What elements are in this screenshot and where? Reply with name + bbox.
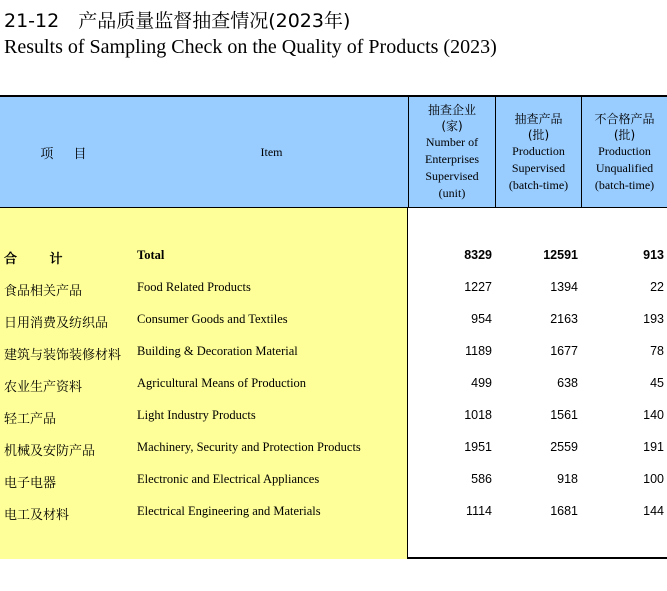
cell-enterprises: 1018 (464, 408, 492, 422)
cell-enterprises: 1951 (464, 440, 492, 454)
header-supervised-zh2: (批) (527, 127, 550, 142)
row-label-zh: 电工及材料 (4, 508, 70, 523)
cell-unqualified: 193 (643, 312, 664, 326)
header-unqualified-en2: Unqualified (595, 160, 654, 175)
header-unqualified (581, 97, 667, 207)
row-label-zh: 机械及安防产品 (4, 444, 96, 459)
row-label-en: Building & Decoration Material (137, 344, 298, 358)
cell-enterprises: 1189 (465, 344, 492, 358)
cell-supervised: 1394 (550, 280, 578, 294)
cell-enterprises: 8329 (464, 248, 492, 262)
header-supervised-zh1: 抽查产品 (514, 111, 563, 126)
row-label-en: Machinery, Security and Protection Products (137, 440, 361, 454)
cell-supervised: 638 (557, 376, 578, 390)
header-enterprises-en3: Supervised (425, 169, 479, 183)
page-title-zh: 21-12 产品质量监督抽查情况(2023年) (4, 10, 351, 32)
cell-unqualified: 140 (643, 408, 664, 422)
row-label-zh: 食品相关产品 (4, 284, 83, 299)
header-enterprises-en2: Enterprises (425, 152, 479, 166)
header-supervised-en3: (batch-time) (508, 177, 569, 192)
header-enterprises-zh2: (家) (441, 119, 463, 133)
cell-unqualified: 191 (643, 440, 664, 454)
header-enterprises-en1: Number of (425, 135, 479, 149)
cell-supervised: 12591 (543, 248, 578, 262)
row-label-zh: 农业生产资料 (4, 380, 83, 395)
cell-unqualified: 22 (650, 280, 664, 294)
cell-unqualified: 144 (643, 504, 664, 518)
cell-supervised: 1681 (550, 504, 578, 518)
data-table (0, 95, 667, 559)
header-unqualified-en1: Production (598, 143, 651, 158)
cell-unqualified: 78 (650, 344, 664, 358)
header-supervised (495, 97, 581, 207)
table-row (0, 304, 667, 336)
header-unqualified-zh2: (批) (613, 127, 636, 142)
header-item-en: Item (260, 144, 283, 159)
table-row (0, 272, 667, 304)
cell-enterprises: 954 (471, 312, 492, 326)
table-row (0, 496, 667, 528)
cell-enterprises: 1227 (464, 280, 492, 294)
row-label-zh: 电子电器 (4, 476, 57, 491)
cell-unqualified: 913 (643, 248, 664, 262)
cell-supervised: 2163 (550, 312, 578, 326)
header-enterprises (408, 97, 495, 207)
header-unqualified-zh1: 不合格产品 (594, 111, 655, 126)
table-row-total (0, 240, 667, 272)
table-row (0, 368, 667, 400)
header-supervised-en1: Production (512, 143, 565, 158)
row-label-en: Total (137, 248, 165, 262)
header-enterprises-en4: (unit) (438, 186, 466, 200)
page-title-en: Results of Sampling Check on the Quality of Products (2023) (4, 36, 497, 58)
cell-enterprises: 1114 (466, 504, 492, 518)
cell-unqualified: 45 (650, 376, 664, 390)
row-label-en: Agricultural Means of Production (137, 376, 307, 390)
table-row (0, 400, 667, 432)
table-row (0, 464, 667, 496)
cell-enterprises: 499 (471, 376, 492, 390)
cell-supervised: 2559 (550, 440, 578, 454)
table-row (0, 336, 667, 368)
row-label-en: Food Related Products (137, 280, 251, 294)
row-label-zh: 建筑与装饰装修材料 (4, 348, 122, 363)
header-supervised-en2: Supervised (511, 160, 566, 175)
row-label-en: Consumer Goods and Textiles (137, 312, 288, 326)
cell-supervised: 918 (557, 472, 578, 486)
cell-supervised: 1561 (550, 408, 578, 422)
row-label-zh: 日用消费及纺织品 (4, 316, 109, 331)
table-header (0, 97, 667, 208)
header-enterprises-zh1: 抽查企业 (427, 103, 476, 117)
cell-supervised: 1677 (550, 344, 578, 358)
cell-unqualified: 100 (643, 472, 664, 486)
row-label-en: Light Industry Products (137, 408, 256, 422)
header-unqualified-en3: (batch-time) (594, 177, 655, 192)
row-label-zh: 合 计 (4, 252, 77, 267)
table-row (0, 432, 667, 464)
row-label-en: Electrical Engineering and Materials (137, 504, 321, 518)
cell-enterprises: 586 (471, 472, 492, 486)
row-label-en: Electronic and Electrical Appliances (137, 472, 320, 486)
header-item-zh: 项 目 (40, 146, 95, 162)
row-label-zh: 轻工产品 (4, 412, 57, 427)
